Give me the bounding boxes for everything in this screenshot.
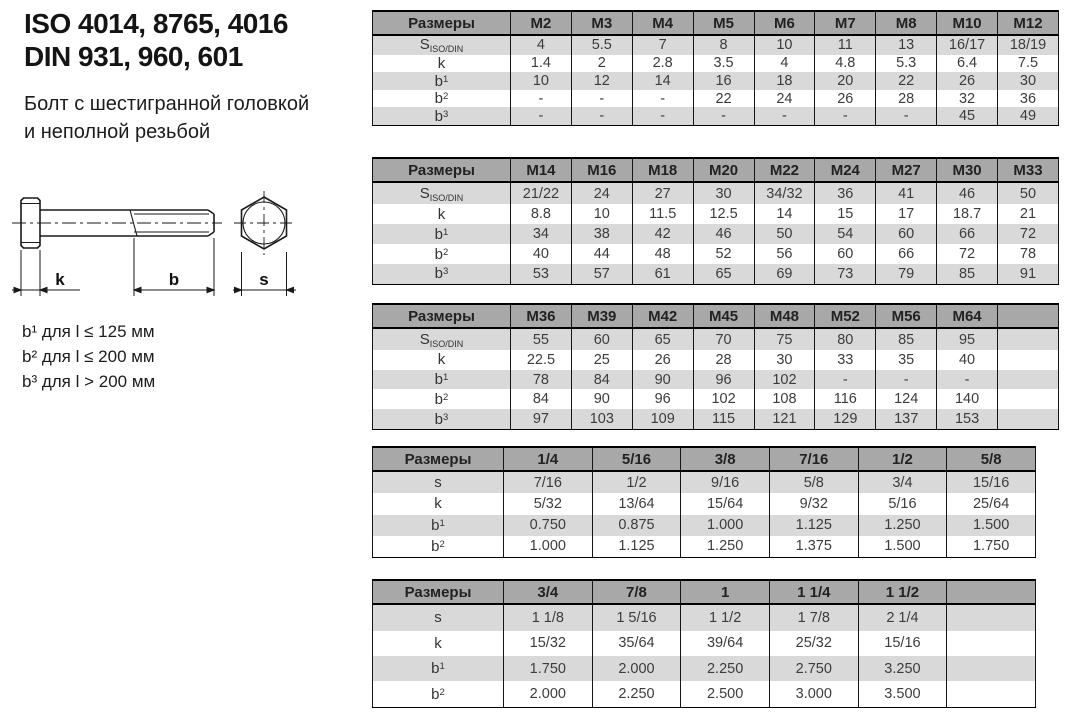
value-cell: 1.500 <box>858 536 947 558</box>
value-cell: 30 <box>754 350 815 370</box>
value-cell: 103 <box>571 409 632 429</box>
row-label-cell: $b^2$ <box>373 90 511 108</box>
value-cell: 4 <box>511 35 572 55</box>
value-cell: 72 <box>937 244 998 264</box>
value-cell: 0.875 <box>592 515 681 536</box>
value-cell: 44 <box>571 244 632 264</box>
value-cell: 9/32 <box>769 493 858 514</box>
value-cell: 2.000 <box>592 656 681 681</box>
column-header-cell: M18 <box>632 158 693 182</box>
column-header-cell: M6 <box>754 11 815 35</box>
column-header-cell: M3 <box>571 11 632 35</box>
value-cell: 153 <box>937 409 998 429</box>
row-label-cell: $b^3$ <box>373 264 511 285</box>
value-cell: 91 <box>998 264 1059 285</box>
value-cell: 12.5 <box>693 204 754 224</box>
column-header-cell: M24 <box>815 158 876 182</box>
value-cell: - <box>815 370 876 390</box>
column-header-cell: 1/4 <box>504 447 593 471</box>
value-cell: 5.5 <box>571 35 632 55</box>
value-cell: 35/64 <box>592 631 681 656</box>
table-corner-header: Размеры <box>373 304 511 328</box>
value-cell: 22 <box>876 72 937 90</box>
value-cell: 42 <box>632 224 693 244</box>
value-cell <box>998 350 1059 370</box>
column-header-cell: M30 <box>937 158 998 182</box>
value-cell: 13 <box>876 35 937 55</box>
column-header-cell: M20 <box>693 158 754 182</box>
value-cell: 10 <box>511 72 572 90</box>
column-header-cell: M2 <box>511 11 572 35</box>
row-label-cell: $S_{ISO/DIN}$ <box>373 182 511 204</box>
table-corner-header: Размеры <box>373 580 504 604</box>
value-cell: 14 <box>632 72 693 90</box>
value-cell: 53 <box>511 264 572 285</box>
value-cell: 54 <box>815 224 876 244</box>
value-cell <box>947 604 1036 631</box>
value-cell: 17 <box>876 204 937 224</box>
value-cell: - <box>754 107 815 125</box>
value-cell: 18 <box>754 72 815 90</box>
row-label-cell: $b^2$ <box>373 244 511 264</box>
value-cell: - <box>632 107 693 125</box>
dimension-table-metric-m14-m33 <box>372 157 1059 285</box>
value-cell: 5/8 <box>769 471 858 493</box>
value-cell: 2.250 <box>592 681 681 707</box>
value-cell: 7 <box>632 35 693 55</box>
value-cell: 13/64 <box>592 493 681 514</box>
row-label-cell: $b^1$ <box>373 72 511 90</box>
row-label-cell: $b^3$ <box>373 409 511 429</box>
value-cell: 85 <box>876 328 937 350</box>
value-cell: 14 <box>754 204 815 224</box>
value-cell: 1.750 <box>947 536 1036 558</box>
value-cell: 1 7/8 <box>769 604 858 631</box>
value-cell: 12 <box>571 72 632 90</box>
value-cell: 3.250 <box>858 656 947 681</box>
column-header-cell: M4 <box>632 11 693 35</box>
column-header-cell: M14 <box>511 158 572 182</box>
column-header-cell: M22 <box>754 158 815 182</box>
value-cell: 25/32 <box>769 631 858 656</box>
value-cell: 115 <box>693 409 754 429</box>
dim-label-s: s <box>259 270 269 289</box>
value-cell: 85 <box>937 264 998 285</box>
value-cell: 56 <box>754 244 815 264</box>
column-header-cell: 1 <box>681 580 770 604</box>
row-label-cell: $b^1$ <box>373 515 504 536</box>
value-cell: 10 <box>571 204 632 224</box>
value-cell: 49 <box>998 107 1059 125</box>
column-header-cell: M33 <box>998 158 1059 182</box>
value-cell: 2.250 <box>681 656 770 681</box>
value-cell: 26 <box>815 90 876 108</box>
column-header-cell: M64 <box>937 304 998 328</box>
value-cell <box>998 389 1059 409</box>
value-cell: 3.000 <box>769 681 858 707</box>
value-cell: 32 <box>937 90 998 108</box>
column-header-cell: M45 <box>693 304 754 328</box>
value-cell: 137 <box>876 409 937 429</box>
value-cell: 96 <box>632 389 693 409</box>
bolt-technical-drawing <box>8 186 318 318</box>
value-cell: 21 <box>998 204 1059 224</box>
value-cell: 39/64 <box>681 631 770 656</box>
value-cell: 1/2 <box>592 471 681 493</box>
row-label-cell: k <box>373 631 504 656</box>
value-cell: 11 <box>815 35 876 55</box>
value-cell: 84 <box>511 389 572 409</box>
value-cell: 18.7 <box>937 204 998 224</box>
column-header-cell: M7 <box>815 11 876 35</box>
column-header-cell: 1 1/2 <box>858 580 947 604</box>
column-header-cell: M8 <box>876 11 937 35</box>
value-cell: 36 <box>815 182 876 204</box>
row-label-cell: $b^1$ <box>373 656 504 681</box>
value-cell: 1.000 <box>504 536 593 558</box>
page-title-iso: ISO 4014, 8765, 4016 <box>24 8 288 39</box>
dim-label-k: k <box>55 270 65 289</box>
column-header-cell: M36 <box>511 304 572 328</box>
value-cell: 1.250 <box>681 536 770 558</box>
value-cell: 75 <box>754 328 815 350</box>
value-cell: 57 <box>571 264 632 285</box>
table-corner-header: Размеры <box>373 447 504 471</box>
value-cell: 1.750 <box>504 656 593 681</box>
column-header-cell: M56 <box>876 304 937 328</box>
row-label-cell: $b^3$ <box>373 107 511 125</box>
column-header-cell: 7/8 <box>592 580 681 604</box>
value-cell: - <box>571 107 632 125</box>
value-cell: - <box>876 107 937 125</box>
value-cell: 10 <box>754 35 815 55</box>
value-cell: 22.5 <box>511 350 572 370</box>
value-cell: 78 <box>998 244 1059 264</box>
value-cell: 15 <box>815 204 876 224</box>
value-cell: 2 <box>571 55 632 73</box>
row-label-cell: k <box>373 55 511 73</box>
value-cell: 50 <box>754 224 815 244</box>
column-header-cell: 5/8 <box>947 447 1036 471</box>
row-label-cell: k <box>373 350 511 370</box>
dimension-table-metric-m2-m12 <box>372 10 1059 126</box>
value-cell: 46 <box>693 224 754 244</box>
column-header-cell: 5/16 <box>592 447 681 471</box>
value-cell: 8.8 <box>511 204 572 224</box>
value-cell: 66 <box>876 244 937 264</box>
value-cell: 72 <box>998 224 1059 244</box>
value-cell: 79 <box>876 264 937 285</box>
row-label-cell: $b^2$ <box>373 389 511 409</box>
row-label-cell: s <box>373 604 504 631</box>
value-cell: 9/16 <box>681 471 770 493</box>
value-cell: 46 <box>937 182 998 204</box>
value-cell: 2.000 <box>504 681 593 707</box>
value-cell: 7.5 <box>998 55 1059 73</box>
value-cell: 73 <box>815 264 876 285</box>
value-cell: 35 <box>876 350 937 370</box>
value-cell: 2 1/4 <box>858 604 947 631</box>
value-cell: 4 <box>754 55 815 73</box>
value-cell: 60 <box>571 328 632 350</box>
value-cell: 60 <box>815 244 876 264</box>
value-cell: - <box>632 90 693 108</box>
value-cell: 65 <box>693 264 754 285</box>
value-cell: 21/22 <box>511 182 572 204</box>
value-cell: 1.000 <box>681 515 770 536</box>
value-cell: 33 <box>815 350 876 370</box>
footnote-b1: b¹ для l ≤ 125 мм <box>22 322 155 341</box>
value-cell: 1 1/8 <box>504 604 593 631</box>
value-cell: 102 <box>754 370 815 390</box>
value-cell: 55 <box>511 328 572 350</box>
value-cell: 15/32 <box>504 631 593 656</box>
page-subtitle-line2: и неполной резьбой <box>24 121 211 143</box>
value-cell <box>998 328 1059 350</box>
column-header-cell: M48 <box>754 304 815 328</box>
value-cell: 2.750 <box>769 656 858 681</box>
value-cell: 60 <box>876 224 937 244</box>
value-cell: 4.8 <box>815 55 876 73</box>
row-label-cell: $b^1$ <box>373 224 511 244</box>
value-cell: - <box>571 90 632 108</box>
value-cell: 61 <box>632 264 693 285</box>
value-cell: 34 <box>511 224 572 244</box>
value-cell: 108 <box>754 389 815 409</box>
value-cell: 40 <box>937 350 998 370</box>
value-cell: 1 5/16 <box>592 604 681 631</box>
value-cell: 8 <box>693 35 754 55</box>
value-cell: 16 <box>693 72 754 90</box>
value-cell: 1.125 <box>769 515 858 536</box>
value-cell: 65 <box>632 328 693 350</box>
value-cell: - <box>693 107 754 125</box>
column-header-cell: 3/8 <box>681 447 770 471</box>
row-label-cell: $S_{ISO/DIN}$ <box>373 328 511 350</box>
value-cell: 124 <box>876 389 937 409</box>
value-cell: 24 <box>571 182 632 204</box>
dimension-table-metric-m36-m64 <box>372 303 1059 430</box>
value-cell: 95 <box>937 328 998 350</box>
value-cell: 3.500 <box>858 681 947 707</box>
value-cell: 1.125 <box>592 536 681 558</box>
value-cell: 1.375 <box>769 536 858 558</box>
value-cell: - <box>511 107 572 125</box>
value-cell: - <box>937 370 998 390</box>
row-label-cell: $b^1$ <box>373 370 511 390</box>
value-cell: 5/32 <box>504 493 593 514</box>
value-cell: - <box>815 107 876 125</box>
value-cell: 97 <box>511 409 572 429</box>
table-corner-header: Размеры <box>373 11 511 35</box>
row-label-cell: $b^2$ <box>373 536 504 558</box>
value-cell <box>947 656 1036 681</box>
value-cell: 20 <box>815 72 876 90</box>
value-cell: 48 <box>632 244 693 264</box>
value-cell: 18/19 <box>998 35 1059 55</box>
value-cell: 80 <box>815 328 876 350</box>
value-cell: 3/4 <box>858 471 947 493</box>
value-cell: 96 <box>693 370 754 390</box>
value-cell: 90 <box>632 370 693 390</box>
value-cell: 66 <box>937 224 998 244</box>
value-cell: 6.4 <box>937 55 998 73</box>
column-header-cell: 7/16 <box>769 447 858 471</box>
value-cell: 1.500 <box>947 515 1036 536</box>
value-cell: 38 <box>571 224 632 244</box>
value-cell: 3.5 <box>693 55 754 73</box>
dimension-table-imperial-large <box>372 579 1036 708</box>
value-cell <box>947 681 1036 707</box>
footnote-b2: b² для l ≤ 200 мм <box>22 347 155 366</box>
value-cell: 15/16 <box>858 631 947 656</box>
row-label-cell: k <box>373 204 511 224</box>
dim-label-b: b <box>168 270 180 289</box>
column-header-cell: 1 1/4 <box>769 580 858 604</box>
value-cell: - <box>511 90 572 108</box>
page-subtitle-line1: Болт с шестигранной головкой <box>24 93 310 115</box>
value-cell: 15/64 <box>681 493 770 514</box>
value-cell: 28 <box>693 350 754 370</box>
value-cell: 25/64 <box>947 493 1036 514</box>
value-cell: 45 <box>937 107 998 125</box>
value-cell: 7/16 <box>504 471 593 493</box>
value-cell: 69 <box>754 264 815 285</box>
value-cell: 28 <box>876 90 937 108</box>
dimension-table-imperial-small <box>372 446 1036 558</box>
value-cell: 40 <box>511 244 572 264</box>
value-cell: 34/32 <box>754 182 815 204</box>
dimension-k <box>12 250 80 296</box>
value-cell: 121 <box>754 409 815 429</box>
value-cell: 2.500 <box>681 681 770 707</box>
column-header-cell: 1/2 <box>858 447 947 471</box>
value-cell: 5.3 <box>876 55 937 73</box>
page-title-din: DIN 931, 960, 601 <box>24 41 243 72</box>
value-cell: 26 <box>937 72 998 90</box>
footnote-b3: b³ для l > 200 мм <box>22 372 156 391</box>
value-cell: 2.8 <box>632 55 693 73</box>
value-cell: 140 <box>937 389 998 409</box>
table-corner-header: Размеры <box>373 158 511 182</box>
value-cell: 102 <box>693 389 754 409</box>
value-cell <box>998 409 1059 429</box>
value-cell <box>998 370 1059 390</box>
value-cell: 16/17 <box>937 35 998 55</box>
value-cell: 30 <box>693 182 754 204</box>
value-cell: 78 <box>511 370 572 390</box>
value-cell: 27 <box>632 182 693 204</box>
column-header-cell: M10 <box>937 11 998 35</box>
column-header-cell: M12 <box>998 11 1059 35</box>
value-cell: 1 1/2 <box>681 604 770 631</box>
value-cell: 90 <box>571 389 632 409</box>
value-cell: 70 <box>693 328 754 350</box>
value-cell: 84 <box>571 370 632 390</box>
column-header-cell: M42 <box>632 304 693 328</box>
column-header-cell: M52 <box>815 304 876 328</box>
value-cell: 1.250 <box>858 515 947 536</box>
value-cell: 30 <box>998 72 1059 90</box>
column-header-cell: M5 <box>693 11 754 35</box>
value-cell: 50 <box>998 182 1059 204</box>
row-label-cell: s <box>373 471 504 493</box>
value-cell: 5/16 <box>858 493 947 514</box>
column-header-cell: M27 <box>876 158 937 182</box>
value-cell: 25 <box>571 350 632 370</box>
value-cell: 129 <box>815 409 876 429</box>
value-cell: 116 <box>815 389 876 409</box>
column-header-cell <box>998 304 1059 328</box>
value-cell: 52 <box>693 244 754 264</box>
value-cell: 0.750 <box>504 515 593 536</box>
value-cell: 24 <box>754 90 815 108</box>
value-cell: 26 <box>632 350 693 370</box>
value-cell: 15/16 <box>947 471 1036 493</box>
value-cell: 11.5 <box>632 204 693 224</box>
value-cell: 109 <box>632 409 693 429</box>
value-cell: 41 <box>876 182 937 204</box>
value-cell: - <box>876 370 937 390</box>
value-cell: 1.4 <box>511 55 572 73</box>
column-header-cell: M39 <box>571 304 632 328</box>
row-label-cell: $S_{ISO/DIN}$ <box>373 35 511 55</box>
row-label-cell: k <box>373 493 504 514</box>
value-cell <box>947 631 1036 656</box>
column-header-cell <box>947 580 1036 604</box>
value-cell: 36 <box>998 90 1059 108</box>
row-label-cell: $b^2$ <box>373 681 504 707</box>
value-cell: 22 <box>693 90 754 108</box>
column-header-cell: 3/4 <box>504 580 593 604</box>
column-header-cell: M16 <box>571 158 632 182</box>
